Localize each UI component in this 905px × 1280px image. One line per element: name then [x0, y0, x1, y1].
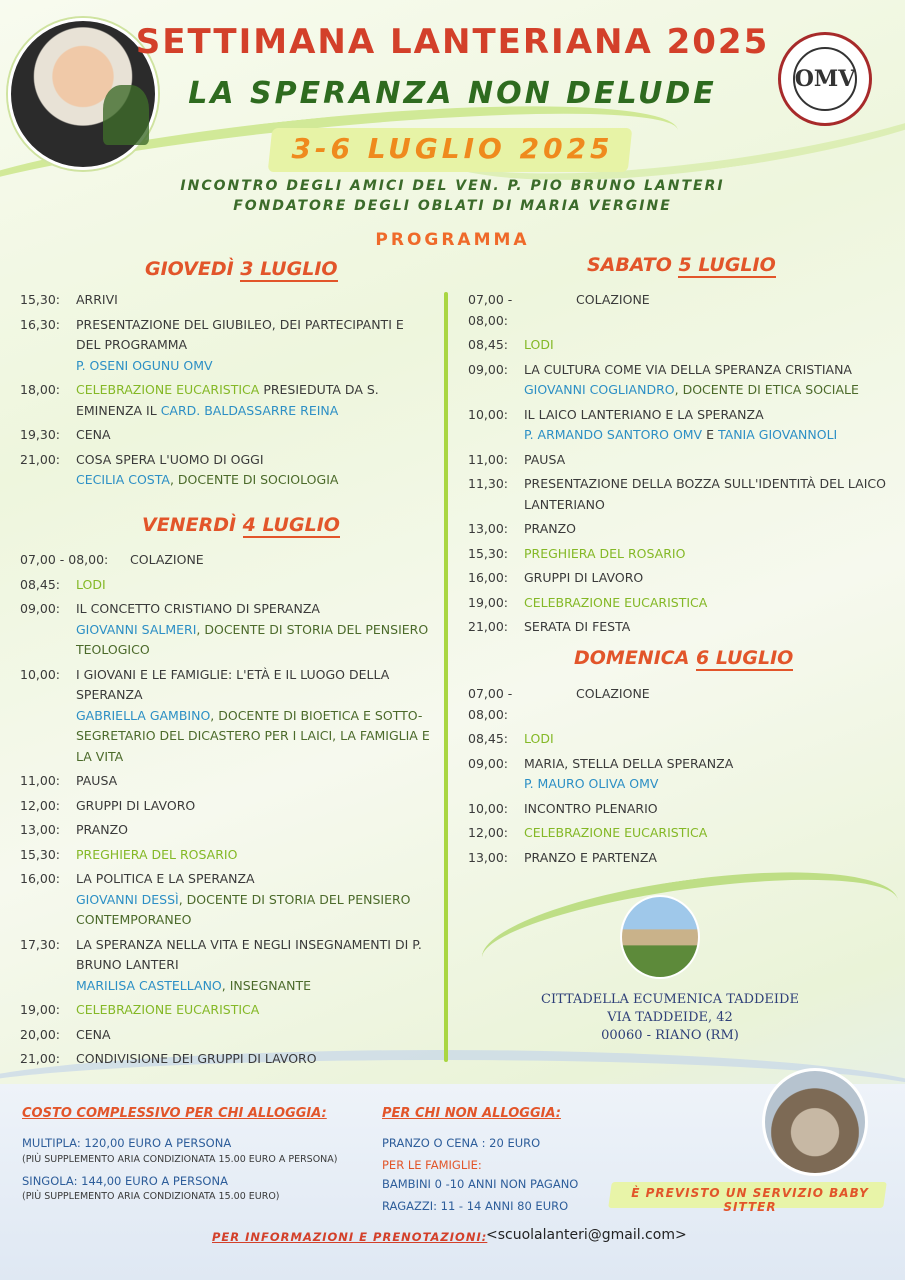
schedule-desc: [524, 474, 888, 515]
schedule-text: COLAZIONE: [576, 686, 650, 701]
schedule-desc: [76, 820, 440, 841]
schedule-time: 12,00:: [468, 825, 508, 840]
schedule-time: 13,00:: [20, 822, 60, 837]
intro-line-1: INCONTRO DEGLI AMICI DEL VEN. P. PIO BRUNO LANTERI: [180, 178, 725, 194]
schedule-time: 13,00:: [468, 849, 508, 865]
schedule-time: 10,00:: [468, 800, 508, 816]
location-street: VIA TADDEIDE, 42: [607, 1010, 733, 1025]
schedule-text: PREGHIERA DEL ROSARIO: [76, 846, 238, 862]
schedule-row: [20, 665, 440, 768]
location-city: 00060 - RIANO (RM): [601, 1028, 739, 1043]
schedule-text: IL LAICO LANTERIANO E LA SPERANZA: [524, 406, 764, 422]
column-divider: [444, 292, 448, 1062]
schedule-desc: [76, 1000, 440, 1021]
schedule-desc: [76, 869, 440, 931]
schedule-row: [468, 799, 888, 820]
schedule-text: SERATA DI FESTA: [524, 619, 631, 634]
schedule-text: COSA SPERA L'UOMO DI OGGI: [76, 451, 264, 467]
schedule-row: [20, 820, 440, 841]
schedule-text: COLAZIONE: [576, 292, 650, 307]
schedule-text: MARIA, STELLA DELLA SPERANZA: [524, 755, 734, 771]
schedule-desc: [524, 360, 888, 401]
schedule-text: PRESIEDUTA DA S. EMINENZA IL: [76, 382, 379, 418]
contact-heading: PER INFORMAZIONI E PRENOTAZIONI:: [212, 1230, 488, 1244]
schedule-row: [20, 796, 440, 817]
schedule-desc: [76, 771, 440, 792]
schedule-desc: [524, 823, 888, 844]
teens-price: RAGAZZI: 11 - 14 ANNI 80 EURO: [382, 1199, 569, 1213]
schedule-time: 09,00:: [20, 601, 60, 616]
schedule-row: [20, 1000, 440, 1021]
schedule-desc: [76, 1049, 440, 1070]
schedule-row: [468, 544, 888, 565]
schedule-text: , DOCENTE DI BIOETICA E SOTTO-SEGRETARIO DEL DICASTERO PER I LAICI, LA FAMIGLIA E LA VITA: [76, 707, 430, 764]
schedule-desc: [524, 544, 888, 565]
schedule-text: PAUSA: [524, 451, 566, 467]
schedule-desc: [130, 550, 440, 571]
day-heading-sabato: [587, 254, 776, 276]
schedule-desc: [524, 848, 888, 869]
schedule-text: CONDIVISIONE DEI GRUPPI DI LAVORO: [76, 1051, 317, 1066]
day-date: 4 LUGLIO: [242, 514, 340, 536]
schedule-text: GIOVANNI DESSÌ: [76, 891, 179, 907]
schedule-desc: [76, 425, 430, 446]
children-price: BAMBINI 0 -10 ANNI NON PAGANO: [382, 1177, 579, 1191]
schedule-desc: [524, 593, 888, 614]
schedule-row: [20, 935, 440, 997]
schedule-text: P. MAURO OLIVA OMV: [524, 776, 659, 791]
schedule-row: [468, 617, 888, 638]
schedule-text: LODI: [524, 731, 554, 746]
schedule-text: CENA: [76, 1026, 111, 1042]
schedule-desc: [76, 665, 440, 768]
schedule-time: 17,30:: [20, 936, 60, 952]
schedule-text: PRANZO E PARTENZA: [524, 849, 657, 865]
schedule-text: IL CONCETTO CRISTIANO DI SPERANZA: [76, 601, 320, 616]
schedule-text: , DOCENTE DI STORIA DEL PENSIERO TEOLOGICO: [76, 621, 429, 657]
schedule-text: PRESENTAZIONE DEL GIUBILEO, DEI PARTECIPANTI E DEL PROGRAMMA: [76, 316, 404, 352]
schedule-text: LODI: [524, 337, 554, 352]
schedule-text: GRUPPI DI LAVORO: [524, 570, 644, 585]
day-heading-giovedi: [145, 258, 338, 280]
schedule-desc: [76, 575, 440, 596]
day-name: SABATO: [587, 254, 679, 276]
schedule-row: [468, 335, 888, 356]
meal-price: PRANZO O CENA : 20 EURO: [382, 1136, 541, 1150]
schedule-text: CELEBRAZIONE EUCARISTICA: [524, 825, 708, 840]
schedule-text: CECILIA COSTA: [76, 472, 170, 487]
schedule-desc: [76, 935, 440, 997]
schedule-desc: [524, 568, 888, 589]
schedule-row: [20, 450, 430, 491]
schedule-desc: [524, 335, 888, 356]
schedule-time: 08,45:: [20, 576, 60, 592]
schedule-text: GABRIELLA GAMBINO: [76, 707, 211, 723]
schedule-text: , DOCENTE DI STORIA DEL PENSIERO CONTEMPORANEO: [76, 891, 411, 927]
schedule-desc: [524, 617, 888, 638]
schedule-desc: [524, 405, 888, 446]
schedule-desc: [76, 599, 440, 661]
schedule-desc: [524, 450, 888, 471]
schedule-venerdi: [20, 550, 440, 1074]
schedule-row: [20, 1049, 440, 1070]
schedule-row: [468, 360, 888, 401]
page-title: SETTIMANA LANTERIANA 2025: [135, 22, 770, 62]
schedule-text: CELEBRAZIONE EUCARISTICA: [76, 382, 264, 397]
schedule-text: , DOCENTE DI SOCIOLOGIA: [169, 472, 339, 487]
schedule-time: 15,30:: [20, 292, 60, 307]
schedule-time: 12,00:: [20, 797, 60, 813]
contact-email[interactable]: <scuolalanteri@gmail.com>: [486, 1227, 687, 1243]
schedule-row: [20, 1025, 440, 1046]
schedule-row: [20, 845, 440, 866]
schedule-text: I GIOVANI E LE FAMIGLIE: L'ETÀ E IL LUOGO DELLA SPERANZA: [76, 666, 390, 702]
schedule-text: P. ARMANDO SANTORO OMV: [524, 427, 703, 442]
schedule-time: 07,00 - 08,00:: [468, 292, 513, 328]
day-name: GIOVEDÌ: [145, 258, 241, 280]
schedule-row: [468, 405, 888, 446]
schedule-text: LA SPERANZA NELLA VITA E NEGLI INSEGNAMENTI DI P. BRUNO LANTERI: [76, 936, 422, 972]
schedule-text: PRANZO: [76, 822, 129, 837]
schedule-row: [468, 823, 888, 844]
nonlodging-heading: PER CHI NON ALLOGGIA:: [382, 1106, 561, 1121]
schedule-desc: [576, 290, 888, 331]
group-photo: [762, 1068, 868, 1176]
schedule-row: [20, 771, 440, 792]
schedule-desc: [76, 796, 440, 817]
schedule-desc: [524, 799, 888, 820]
schedule-time: 10,00:: [468, 406, 508, 422]
programma-heading: PROGRAMMA: [375, 230, 530, 250]
schedule-text: PAUSA: [76, 773, 118, 788]
schedule-text: TANIA GIOVANNOLI: [717, 427, 838, 442]
schedule-row: [20, 315, 430, 377]
day-date: 6 LUGLIO: [696, 647, 794, 669]
schedule-text: LODI: [76, 576, 106, 592]
schedule-time: 16,30:: [20, 316, 60, 332]
schedule-text: PREGHIERA DEL ROSARIO: [524, 545, 686, 561]
schedule-text: CARD. BALDASSARRE REINA: [160, 402, 339, 418]
schedule-giovedi: [20, 290, 430, 495]
schedule-desc: [76, 380, 430, 421]
schedule-time: 07,00 - 08,00:: [20, 552, 109, 567]
schedule-time: 08,45:: [468, 337, 508, 352]
schedule-desc: [76, 1025, 440, 1046]
schedule-time: 19,30:: [20, 427, 60, 442]
babysitter-notice: È PREVISTO UN SERVIZIO BABY SITTER: [631, 1186, 869, 1214]
schedule-row: [468, 474, 888, 515]
schedule-row: [20, 550, 440, 571]
schedule-row: [468, 729, 888, 750]
schedule-row: [20, 869, 440, 931]
schedule-text: CELEBRAZIONE EUCARISTICA: [76, 1002, 260, 1017]
schedule-time: 21,00:: [468, 619, 508, 634]
schedule-row: [20, 599, 440, 661]
schedule-text: COLAZIONE: [130, 552, 204, 567]
seal-monogram: OMV: [793, 47, 857, 111]
schedule-sabato: [468, 290, 888, 642]
multipla-price: MULTIPLA: 120,00 EURO A PERSONA: [22, 1136, 232, 1150]
schedule-text: P. OSENI OGUNU OMV: [76, 357, 213, 373]
day-date: 5 LUGLIO: [678, 254, 776, 276]
schedule-row: [20, 425, 430, 446]
schedule-time: 11,00:: [20, 773, 60, 788]
schedule-text: PRANZO: [524, 521, 577, 536]
event-dates: 3-6 LUGLIO 2025: [291, 132, 614, 165]
schedule-text: CENA: [76, 427, 111, 442]
schedule-row: [468, 848, 888, 869]
schedule-desc: [76, 450, 430, 491]
families-label: PER LE FAMIGLIE:: [382, 1158, 482, 1172]
intro-line-2: FONDATORE DEGLI OBLATI DI MARIA VERGINE: [233, 198, 672, 214]
schedule-row: [468, 568, 888, 589]
schedule-time: 10,00:: [20, 666, 60, 682]
schedule-text: LA POLITICA E LA SPERANZA: [76, 871, 255, 886]
schedule-time: 07,00 - 08,00:: [468, 686, 513, 722]
schedule-time: 08,45:: [468, 731, 508, 746]
day-name: VENERDÌ: [142, 514, 243, 536]
multipla-note: (PIÙ SUPPLEMENTO ARIA CONDIZIONATA 15.00 EURO A PERSONA): [22, 1154, 338, 1165]
schedule-row: [468, 450, 888, 471]
day-name: DOMENICA: [574, 647, 697, 669]
schedule-time: 11,30:: [468, 476, 508, 491]
schedule-time: 09,00:: [468, 755, 508, 771]
schedule-text: CELEBRAZIONE EUCARISTICA: [524, 594, 708, 610]
schedule-text: ARRIVI: [76, 292, 118, 307]
schedule-domenica: [468, 684, 888, 872]
schedule-row: [468, 684, 888, 725]
schedule-desc: [76, 845, 440, 866]
schedule-time: 15,30:: [468, 545, 508, 561]
page-subtitle: LA SPERANZA NON DELUDE: [188, 76, 717, 111]
schedule-text: , DOCENTE DI ETICA SOCIALE: [674, 382, 859, 397]
schedule-time: 15,30:: [20, 846, 60, 862]
schedule-text: LA CULTURA COME VIA DELLA SPERANZA CRISTIANA: [524, 361, 852, 377]
schedule-text: GIOVANNI SALMERI: [76, 621, 197, 637]
location-name: CITTADELLA ECUMENICA TADDEIDE: [541, 992, 799, 1007]
day-date: 3 LUGLIO: [240, 258, 338, 280]
schedule-row: [468, 519, 888, 540]
schedule-row: [20, 380, 430, 421]
schedule-time: 19,00:: [468, 594, 508, 610]
schedule-text: PRESENTAZIONE DELLA BOZZA SULL'IDENTITÀ DEL LAICO LANTERIANO: [524, 476, 886, 512]
day-heading-domenica: [574, 647, 793, 669]
schedule-time: 21,00:: [20, 1051, 60, 1066]
schedule-desc: [76, 290, 430, 311]
schedule-row: [468, 290, 888, 331]
schedule-row: [20, 575, 440, 596]
schedule-desc: [576, 684, 888, 725]
schedule-text: E: [702, 427, 718, 442]
day-heading-venerdi: [142, 514, 340, 536]
schedule-row: [468, 593, 888, 614]
schedule-desc: [524, 519, 888, 540]
schedule-text: GIOVANNI COGLIANDRO: [524, 382, 675, 397]
schedule-desc: [76, 315, 430, 377]
schedule-time: 13,00:: [468, 521, 508, 536]
schedule-desc: [524, 729, 888, 750]
singola-note: (PIÙ SUPPLEMENTO ARIA CONDIZIONATA 15.00 EURO): [22, 1191, 280, 1202]
schedule-time: 16,00:: [20, 871, 60, 886]
singola-price: SINGOLA: 144,00 EURO A PERSONA: [22, 1174, 228, 1188]
schedule-desc: [524, 754, 888, 795]
schedule-time: 09,00:: [468, 361, 508, 377]
schedule-time: 19,00:: [20, 1002, 60, 1017]
schedule-text: MARILISA CASTELLANO: [76, 977, 222, 993]
schedule-row: [468, 754, 888, 795]
location-photo: [620, 895, 700, 979]
schedule-time: 20,00:: [20, 1026, 60, 1042]
schedule-time: 18,00:: [20, 382, 60, 397]
schedule-text: , INSEGNANTE: [221, 977, 312, 993]
schedule-text: INCONTRO PLENARIO: [524, 800, 658, 816]
schedule-text: GRUPPI DI LAVORO: [76, 797, 196, 813]
schedule-time: 11,00:: [468, 451, 508, 467]
schedule-time: 16,00:: [468, 570, 508, 585]
schedule-row: [20, 290, 430, 311]
schedule-time: 21,00:: [20, 451, 60, 467]
lodging-cost-heading: COSTO COMPLESSIVO PER CHI ALLOGGIA:: [22, 1106, 327, 1121]
